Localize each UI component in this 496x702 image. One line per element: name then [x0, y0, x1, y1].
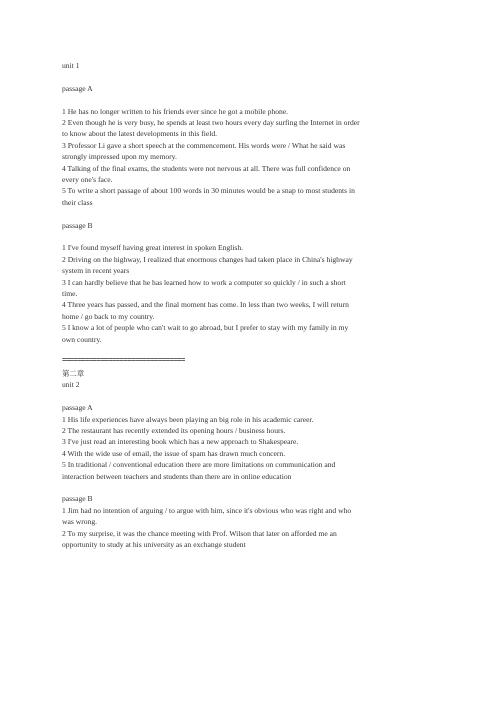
unit-title: unit 1 — [62, 61, 80, 70]
sentence-line: 3 I can hardly believe that he has learned how to work a computer so quickly / in such a short — [62, 277, 346, 287]
sentence-line: to know about the latest developments in this field. — [62, 129, 218, 139]
sentence-line: 4 With the wide use of email, the issue of spam has drawn much concern. — [62, 448, 286, 458]
sentence-line: 3 Professor Li gave a short speech at the commencement. His words were / What he said was — [62, 140, 346, 150]
sentence-line: 4 Three years has passed, and the final moment has come. In less than two weeks, I will return — [62, 300, 349, 310]
sentence-line: system in recent years — [62, 266, 130, 276]
sentence-line: 1 His life experiences have always been playing an big role in his academic career. — [62, 414, 314, 424]
passage-b-sentences — [62, 242, 434, 345]
passage-a-sentences — [62, 106, 434, 209]
sentence-line: home / go back to my country. — [62, 311, 155, 321]
spacer — [62, 231, 434, 242]
document-page — [62, 60, 434, 550]
sentence-line: 2 To my surprise, it was the chance meeting with Prof. Wilson that later on afforded me an — [62, 528, 337, 538]
sentence-line: 1 Jim had no intention of arguing / to argue with him, since it's obvious who was right and who — [62, 505, 352, 515]
sentence-line: 4 Talking of the final exams, the students were not nervous at all. There was full confidence on — [62, 163, 351, 173]
spacer — [62, 391, 434, 402]
sentence-line: 2 The restaurant has recently extended its opening hours / business hours. — [62, 425, 286, 435]
passage-heading: passage B — [62, 494, 93, 504]
passage-a-sentences — [62, 414, 434, 482]
sentence-line: was wrong. — [62, 517, 98, 527]
sentence-line: 5 In traditional / conventional education there are more limitations on communication and — [62, 460, 336, 470]
sentence-line: every one's face. — [62, 175, 113, 185]
spacer — [62, 71, 434, 82]
sentence-line: 1 I've found myself having great interest in spoken English. — [62, 243, 244, 253]
passage-heading: passage A — [62, 403, 93, 413]
sentence-line: opportunity to study at his university as an exchange student — [62, 539, 246, 549]
sentence-line: 5 To write a short passage of about 100 words in 30 minutes would be a snap to most students in — [62, 186, 355, 196]
sentence-line: 2 Driving on the highway, I realized that enormous changes had taken place in China's highway — [62, 254, 353, 264]
sentence-line: time. — [62, 289, 78, 299]
sentence-line: 1 He has no longer written to his friends ever since he got a mobile phone. — [62, 106, 289, 116]
chapter-heading: 第二章 — [62, 368, 85, 378]
spacer — [62, 94, 434, 105]
sentence-line: their class — [62, 197, 93, 207]
spacer — [62, 208, 434, 219]
passage-heading: passage A — [62, 83, 93, 93]
passage-heading: passage B — [62, 220, 93, 230]
spacer — [62, 345, 434, 356]
sentence-line: 5 I know a lot of people who can't wait to go abroad, but I prefer to stay with my family in my — [62, 323, 349, 333]
section-divider: ================================ — [62, 357, 185, 366]
sentence-line: own country. — [62, 334, 102, 344]
spacer — [62, 482, 434, 493]
sentence-line: 2 Even though he is very busy, he spends at least two hours every day surfing the Internet in order — [62, 118, 360, 127]
unit-title: unit 2 — [62, 380, 80, 390]
sentence-line: 3 I've just read an interesting book which has a new approach to Shakespeare. — [62, 437, 299, 447]
sentence-line: interaction between teachers and students than there are in online education — [62, 471, 292, 481]
sentence-line: strongly impressed upon my memory. — [62, 152, 177, 162]
passage-b-sentences — [62, 505, 434, 551]
